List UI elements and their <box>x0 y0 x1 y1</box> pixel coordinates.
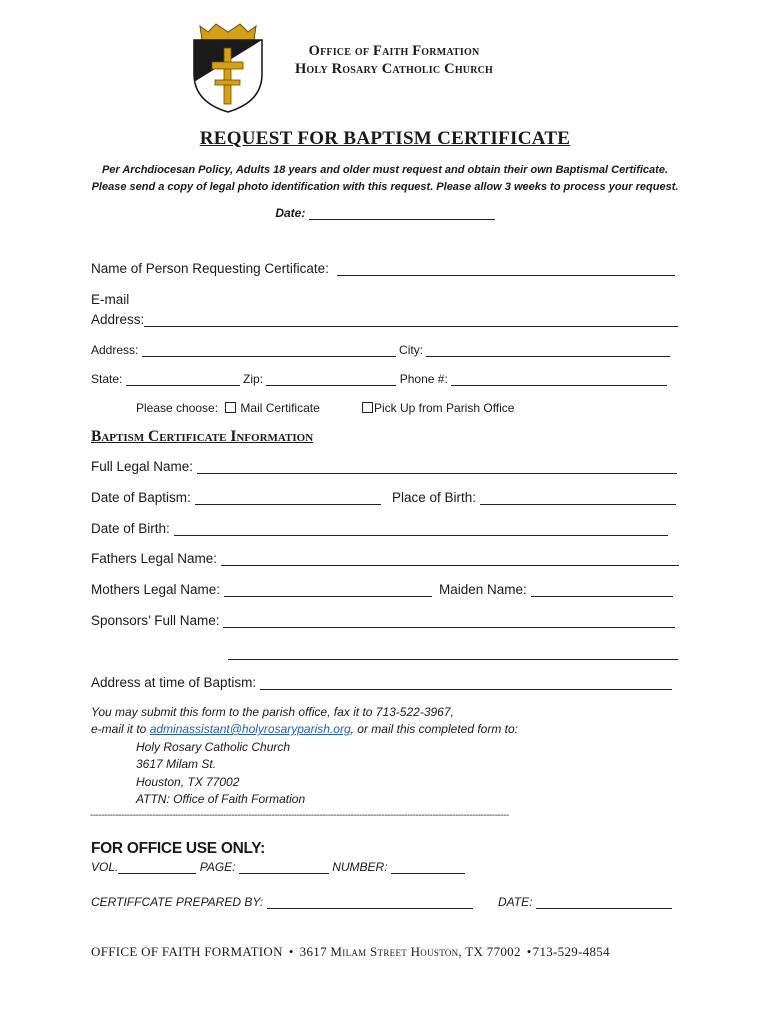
submit-instructions-2 <box>91 722 518 736</box>
submit-email-prefix: e-mail it to <box>91 722 150 736</box>
state-label: State: <box>91 372 123 386</box>
mail-option-label: Mail Certificate <box>240 401 320 415</box>
mail-checkbox[interactable] <box>225 402 236 413</box>
page-footer <box>91 944 610 960</box>
mail-address-line-2: 3617 Milam St. <box>136 757 217 771</box>
state-line[interactable] <box>126 373 240 386</box>
date-line[interactable] <box>309 207 495 220</box>
vol-line[interactable] <box>118 862 196 874</box>
maiden-name-line[interactable] <box>531 582 673 597</box>
date-of-baptism-label: Date of Baptism: <box>91 490 191 505</box>
date-label: Date: <box>275 206 306 220</box>
submit-email-suffix: , or mail this completed form to: <box>350 722 519 736</box>
number-line[interactable] <box>391 862 465 874</box>
church-logo <box>190 22 266 114</box>
address-at-baptism-line[interactable] <box>260 675 672 690</box>
policy-text-2: Please send a copy of legal photo identification with this request. Please allow 3 weeks to process your request. <box>91 181 679 193</box>
vol-label: VOL. <box>91 860 119 874</box>
office-date-field[interactable] <box>498 895 672 909</box>
mothers-name-field[interactable] <box>91 582 432 597</box>
cut-line-divider: ---------------------------------------------------------------------------------------------------------------------------------------------------- <box>90 810 509 821</box>
pickup-option-label: Pick Up from Parish Office <box>374 401 515 415</box>
sponsors-name-label: Sponsors’ Full Name: <box>91 613 220 628</box>
vol-page-number-row <box>91 860 465 874</box>
page-label: PAGE: <box>199 860 236 874</box>
email-line[interactable] <box>144 312 678 327</box>
footer-bullet-1: • <box>288 944 294 959</box>
date-of-birth-field[interactable] <box>91 521 668 536</box>
form-title: REQUEST FOR BAPTISM CERTIFICATE <box>199 128 571 149</box>
place-of-birth-field[interactable] <box>392 490 676 505</box>
choose-label: Please choose: <box>136 401 219 415</box>
date-of-birth-label: Date of Birth: <box>91 521 170 536</box>
prepared-by-line[interactable] <box>267 897 473 909</box>
office-use-heading: FOR OFFICE USE ONLY: <box>91 840 265 857</box>
mail-address-line-4: ATTN: Office of Faith Formation <box>136 792 306 806</box>
footer-bullet-2: • <box>526 944 532 959</box>
email-label-line1: E-mail <box>91 292 130 307</box>
sponsors-name-line[interactable] <box>223 613 675 628</box>
city-label: City: <box>399 343 424 357</box>
footer-phone: 713-529-4854 <box>532 944 610 959</box>
fathers-name-line[interactable] <box>221 551 679 566</box>
policy-text-1: Per Archdiocesan Policy, Adults 18 years and older must request and obtain their own Baptismal Certificate. <box>101 164 669 176</box>
fathers-name-label: Fathers Legal Name: <box>91 551 218 566</box>
admin-email-link[interactable]: adminassistant@holyrosaryparish.org <box>149 722 351 736</box>
date-of-baptism-field[interactable] <box>91 490 381 505</box>
footer-office: OFFICE OF FAITH FORMATION <box>91 944 283 959</box>
place-of-birth-label: Place of Birth: <box>392 490 477 505</box>
maiden-name-label: Maiden Name: <box>439 582 527 597</box>
sponsors-name-field[interactable] <box>91 613 675 628</box>
office-date-label: DATE: <box>498 895 533 909</box>
zip-label: Zip: <box>243 372 264 386</box>
church-name: Holy Rosary Catholic Church <box>294 61 494 77</box>
crest-cross-icon <box>190 22 266 114</box>
date-of-birth-line[interactable] <box>174 521 668 536</box>
section-heading: Baptism Certificate Information <box>91 428 314 445</box>
state-zip-phone-row <box>91 372 667 386</box>
full-legal-name-label: Full Legal Name: <box>91 459 194 474</box>
address-city-row <box>91 343 670 357</box>
date-of-baptism-line[interactable] <box>195 490 381 505</box>
requester-name-line[interactable] <box>337 261 675 276</box>
address-label: Address: <box>91 343 139 357</box>
pickup-checkbox[interactable] <box>362 402 373 413</box>
address-at-baptism-label: Address at time of Baptism: <box>91 675 257 690</box>
email-label-line2: Address: <box>91 312 145 327</box>
prepared-by-label: CERTIFFCATE PREPARED BY: <box>91 895 264 909</box>
mail-address-line-1: Holy Rosary Catholic Church <box>136 740 291 754</box>
full-legal-name-field[interactable] <box>91 459 677 474</box>
mothers-name-label: Mothers Legal Name: <box>91 582 221 597</box>
date-field[interactable] <box>0 206 770 220</box>
full-legal-name-line[interactable] <box>197 459 677 474</box>
sponsors-name-line-2[interactable] <box>228 659 678 660</box>
mothers-name-line[interactable] <box>224 582 432 597</box>
zip-line[interactable] <box>266 373 396 386</box>
phone-line[interactable] <box>451 373 667 386</box>
requester-name-label: Name of Person Requesting Certificate: <box>91 261 329 276</box>
office-name: Office of Faith Formation <box>308 43 480 59</box>
place-of-birth-line[interactable] <box>480 490 676 505</box>
office-date-line[interactable] <box>536 897 672 909</box>
maiden-name-field[interactable] <box>439 582 673 597</box>
footer-address: 3617 Milam Street Houston, TX 77002 <box>299 944 521 959</box>
delivery-choice-row <box>136 401 320 415</box>
prepared-by-field[interactable] <box>91 895 473 909</box>
mail-address-line-3: Houston, TX 77002 <box>136 775 240 789</box>
city-line[interactable] <box>426 344 670 357</box>
address-at-baptism-field[interactable] <box>91 675 672 690</box>
phone-label: Phone #: <box>399 372 448 386</box>
number-label: NUMBER: <box>332 860 388 874</box>
page-line[interactable] <box>239 862 329 874</box>
submit-instructions-1: You may submit this form to the parish office, fax it to 713-522-3967, <box>91 705 454 719</box>
pickup-option <box>362 401 514 415</box>
fathers-name-field[interactable] <box>91 551 679 566</box>
email-field[interactable] <box>91 312 678 327</box>
requester-name-field[interactable] <box>91 261 675 276</box>
address-line[interactable] <box>142 344 396 357</box>
